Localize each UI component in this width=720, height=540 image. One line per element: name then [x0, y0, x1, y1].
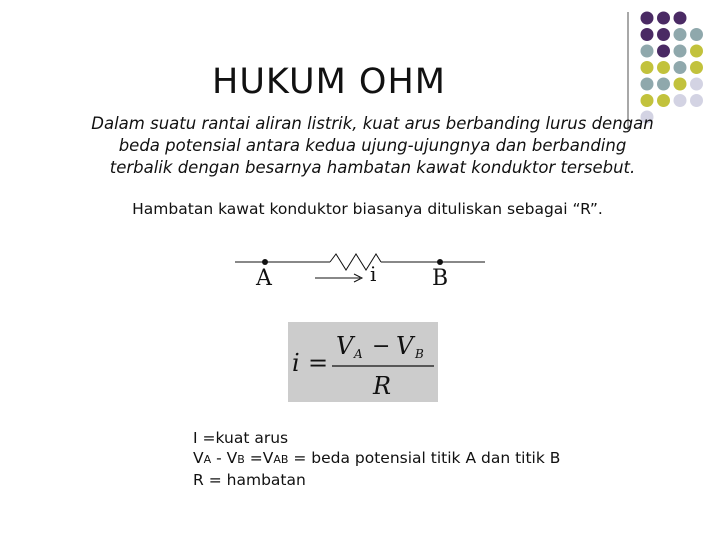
legend-equals: = — [208, 471, 222, 489]
intro-line: Dalam suatu rantai aliran listrik, kuat arus berbanding lurus dengan — [91, 114, 654, 133]
decorative-dot — [690, 45, 703, 58]
node-a-dot — [262, 259, 268, 265]
decorative-dot — [690, 78, 703, 91]
decorative-dot — [690, 94, 703, 107]
intro-line: beda potensial antara kedua ujung-ujungnya dan berbanding — [118, 136, 627, 155]
formula-lhs: i — [292, 349, 300, 377]
circuit-diagram — [230, 240, 490, 300]
node-a-label: A — [256, 266, 272, 291]
decorative-dot — [641, 61, 654, 74]
decorative-dot — [657, 12, 670, 25]
intro-line: terbalik dengan besarnya hambatan kawat konduktor tersebut. — [109, 158, 636, 177]
formula-denominator: R — [373, 372, 392, 400]
formula-drawing — [288, 322, 438, 402]
decorative-dot — [657, 28, 670, 41]
node-b-dot — [437, 259, 443, 265]
decorative-dot — [657, 78, 670, 91]
legend-symbol: R — [193, 471, 204, 489]
formula-va-sub: A — [354, 347, 363, 361]
ohm-formula — [288, 322, 438, 402]
legend-vb-sub: B — [237, 453, 245, 466]
intro-paragraph — [40, 113, 705, 179]
decorative-dot — [674, 78, 687, 91]
node-b-label: B — [432, 266, 449, 291]
formula-va: V — [336, 332, 354, 360]
decorative-dot — [641, 78, 654, 91]
decorative-dot — [641, 12, 654, 25]
decorative-dot — [674, 45, 687, 58]
page-title: HUKUM OHM — [212, 62, 446, 102]
legend-description: kuat arus — [215, 429, 289, 447]
legend-description: beda potensial titik A dan titik B — [311, 449, 561, 467]
legend-equals: = — [249, 449, 263, 467]
legend-dash: - — [216, 449, 222, 467]
legend-row-current — [193, 428, 560, 448]
decorative-dot — [657, 61, 670, 74]
legend-vab: V — [262, 449, 274, 467]
legend-vab-sub: AB — [273, 453, 289, 466]
decorative-dot — [641, 28, 654, 41]
decorative-dot — [657, 45, 670, 58]
resistance-note: Hambatan kawat konduktor biasanya dituliskan sebagai “R”. — [132, 200, 603, 218]
decorative-dot — [690, 61, 703, 74]
legend-row-resistance — [193, 470, 560, 490]
current-label: i — [370, 262, 377, 286]
legend-description: hambatan — [226, 471, 306, 489]
legend-vb: V — [226, 449, 238, 467]
legend-row-voltage — [193, 448, 560, 470]
decorative-dot — [641, 94, 654, 107]
legend-va-sub: A — [203, 453, 212, 466]
symbol-legend — [193, 428, 560, 490]
legend-equals: = — [293, 449, 307, 467]
decorative-dot — [674, 94, 687, 107]
decorative-dot — [674, 12, 687, 25]
formula-minus: − — [372, 334, 391, 359]
legend-equals: = — [202, 429, 216, 447]
decorative-dot — [641, 45, 654, 58]
decorative-dot — [657, 94, 670, 107]
decorative-dot — [674, 28, 687, 41]
formula-equals: = — [308, 349, 329, 377]
formula-vb-sub: B — [415, 347, 424, 361]
decorative-dot — [674, 61, 687, 74]
legend-symbol: I — [193, 429, 198, 447]
legend-va: V — [193, 449, 204, 467]
decorative-dot — [690, 28, 703, 41]
formula-vb: V — [396, 332, 414, 360]
